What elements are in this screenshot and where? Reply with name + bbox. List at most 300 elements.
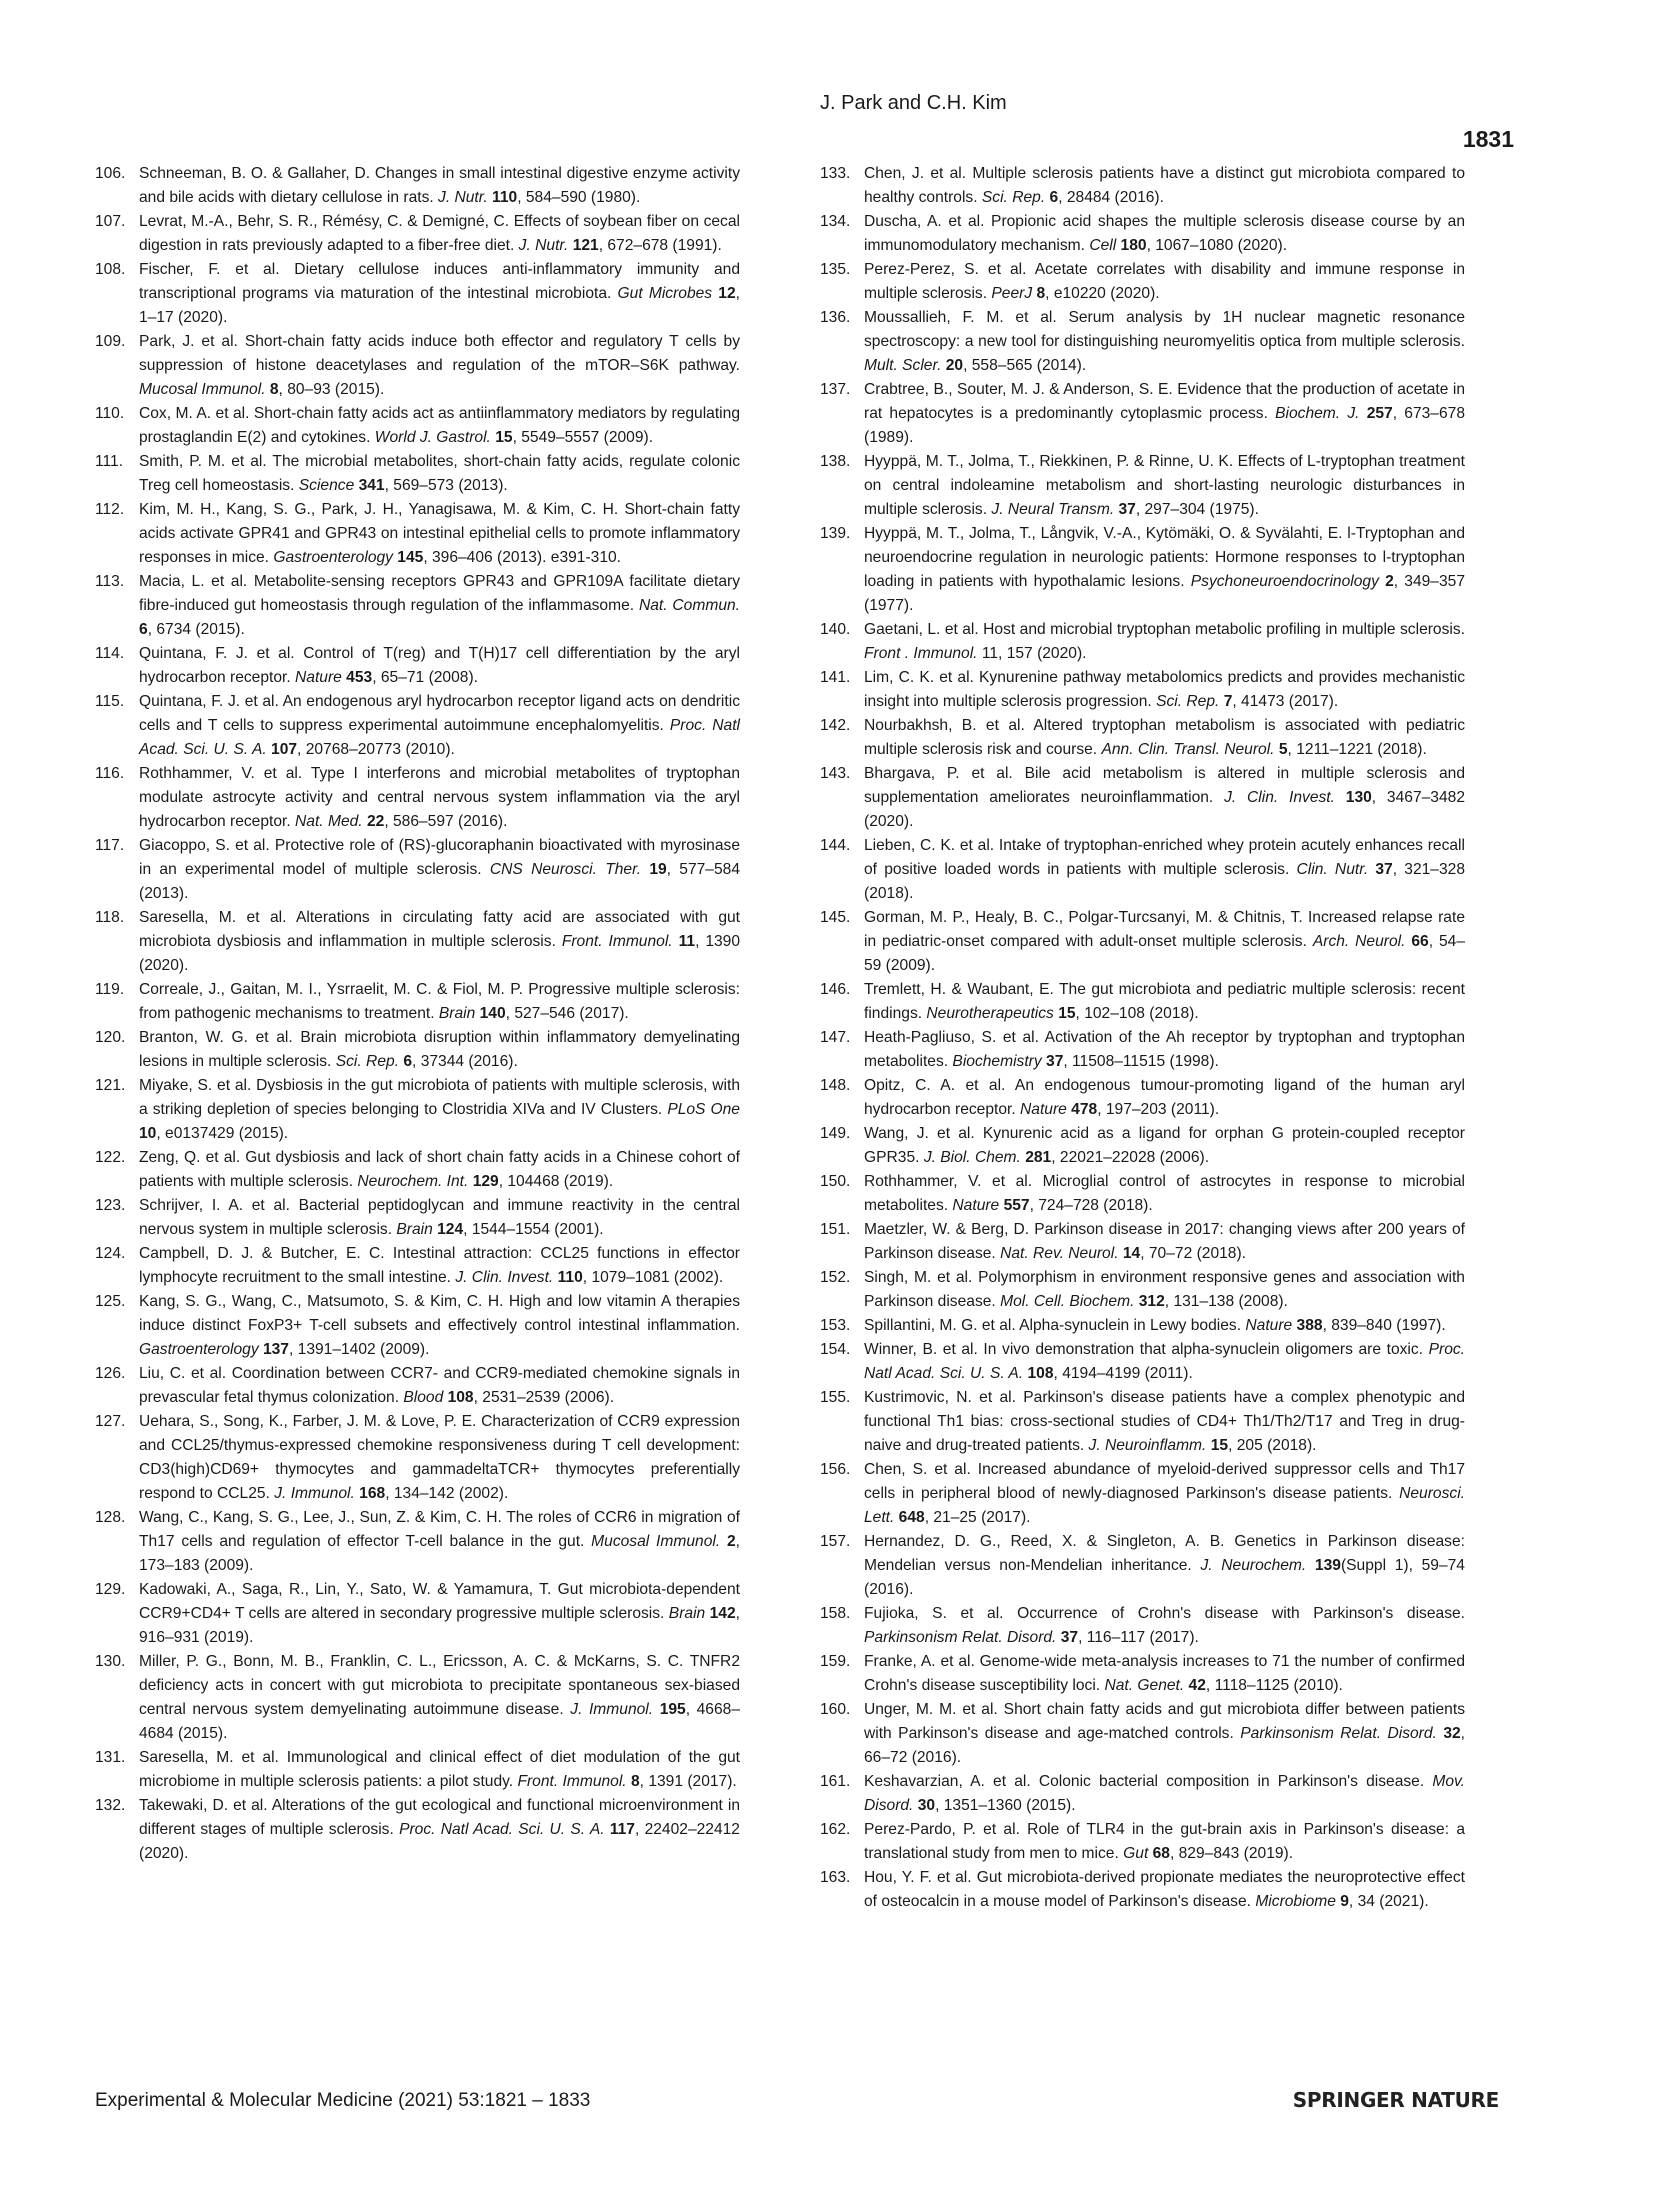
reference-body: Takewaki, D. et al. Alterations of the gut ecological and functional microenvironment in different stages of multiple sclerosis. xyxy=(139,1797,740,1838)
reference-journal: Mol. Cell. Biochem. xyxy=(1000,1293,1135,1310)
reference-number: 108. xyxy=(95,261,126,278)
reference-volume: 121 xyxy=(568,237,599,254)
reference-item xyxy=(820,522,1465,618)
reference-number: 158. xyxy=(820,1605,851,1622)
reference-volume: 8 xyxy=(626,1773,640,1790)
reference-text xyxy=(864,1266,1465,1314)
reference-text xyxy=(864,1770,1465,1818)
reference-pages-year: , 1079–1081 (2002). xyxy=(582,1269,724,1286)
reference-volume: 12 xyxy=(712,285,736,302)
reference-body: Fujioka, S. et al. Occurrence of Crohn's disease with Parkinson's disease. xyxy=(864,1605,1465,1622)
reference-journal: Gut xyxy=(1123,1845,1149,1862)
reference-item xyxy=(820,258,1465,306)
reference-body: Cox, M. A. et al. Short-chain fatty acids act as antiinflammatory mediators by regulating prostaglandin E(2) and cytokines. xyxy=(139,405,740,446)
reference-number: 150. xyxy=(820,1173,851,1190)
reference-volume: 281 xyxy=(1020,1149,1052,1166)
reference-body: Schneeman, B. O. & Gallaher, D. Changes in small intestinal digestive enzyme activity and bile acids with dietary cellulose in rats. xyxy=(139,165,740,206)
reference-volume: 145 xyxy=(392,549,424,566)
reference-volume: 142 xyxy=(705,1605,736,1622)
reference-body: Gaetani, L. et al. Host and microbial tryptophan metabolic profiling in multiple sclerosis. xyxy=(864,621,1465,638)
reference-pages-year: , 558–565 (2014). xyxy=(963,357,1087,374)
reference-body: Liu, C. et al. Coordination between CCR7- and CCR9-mediated chemokine signals in prevascular fetal thymus colonization. xyxy=(139,1365,740,1406)
reference-item xyxy=(95,258,740,330)
reference-journal: Mucosal Immunol. xyxy=(591,1533,721,1550)
reference-body: Quintana, F. J. et al. Control of T(reg) and T(H)17 cell differentiation by the aryl hydrocarbon receptor. xyxy=(139,645,740,686)
page-number: 1831 xyxy=(1462,126,1514,152)
reference-number: 159. xyxy=(820,1653,851,1670)
reference-body: Opitz, C. A. et al. An endogenous tumour-promoting ligand of the human aryl hydrocarbon receptor. xyxy=(864,1077,1465,1118)
reference-journal: J. Neurochem. xyxy=(1200,1557,1307,1574)
reference-pages-year: , 70–72 (2018). xyxy=(1140,1245,1246,1262)
reference-body: Perez-Pardo, P. et al. Role of TLR4 in the gut-brain axis in Parkinson's disease: a translational study from men to mice. xyxy=(864,1821,1465,1862)
reference-item xyxy=(95,978,740,1026)
reference-item xyxy=(820,450,1465,522)
reference-text xyxy=(864,450,1465,522)
reference-volume: 341 xyxy=(354,477,385,494)
reference-text xyxy=(864,1866,1465,1914)
reference-journal: Sci. Rep. xyxy=(1156,693,1220,710)
reference-pages-year: , 205 (2018). xyxy=(1228,1437,1317,1454)
reference-body: Heath-Pagliuso, S. et al. Activation of the Ah receptor by tryptophan and tryptophan metabolites. xyxy=(864,1029,1465,1070)
reference-item xyxy=(95,162,740,210)
reference-pages-year: , 586–597 (2016). xyxy=(384,813,508,830)
reference-journal: Front. Immunol. xyxy=(561,933,673,950)
reference-volume: 37 xyxy=(1114,501,1136,518)
reference-pages-year: , 349–357 (1977). xyxy=(864,573,1465,614)
reference-pages-year: , 1118–1125 (2010). xyxy=(1205,1677,1343,1694)
reference-pages-year: , 102–108 (2018). xyxy=(1075,1005,1199,1022)
reference-pages-year: , 1067–1080 (2020). xyxy=(1146,237,1288,254)
reference-journal: Psychoneuroendocrinology xyxy=(1190,573,1379,590)
reference-pages-year: , 4194–4199 (2011). xyxy=(1053,1365,1193,1382)
reference-journal: Neurochem. Int. xyxy=(357,1173,469,1190)
reference-journal: Mov. Disord. xyxy=(864,1773,1465,1814)
reference-item xyxy=(820,978,1465,1026)
reference-body: Nourbakhsh, B. et al. Altered tryptophan metabolism is associated with pediatric multiple sclerosis risk and course. xyxy=(864,717,1465,758)
reference-text xyxy=(139,1578,740,1650)
reference-pages-year: , 66–72 (2016). xyxy=(864,1725,1466,1766)
reference-volume: 32 xyxy=(1436,1725,1461,1742)
reference-pages-year: , 197–203 (2011). xyxy=(1097,1101,1220,1118)
reference-body: Uehara, S., Song, K., Farber, J. M. & Love, P. E. Characterization of CCR9 expression and CCL25/thymus-expressed chemokine responsiveness during T cell development: CD3(high)CD69+ thymocytes and gammadeltaTCR+ thymocytes preferentially respond to CCL25. xyxy=(139,1413,740,1502)
reference-text xyxy=(139,1194,740,1242)
reference-list-left xyxy=(95,162,740,1866)
reference-item xyxy=(95,1026,740,1074)
reference-volume: 37 xyxy=(1368,861,1393,878)
reference-journal: Brain xyxy=(668,1605,706,1622)
running-head-authors: J. Park and C.H. Kim xyxy=(820,92,1007,114)
reference-item xyxy=(95,1242,740,1290)
reference-volume: 8 xyxy=(1032,285,1046,302)
reference-text xyxy=(139,450,740,498)
reference-text xyxy=(139,906,740,978)
reference-journal: Nature xyxy=(1245,1317,1293,1334)
reference-pages-year: , 672–678 (1991). xyxy=(598,237,722,254)
reference-journal: CNS Neurosci. Ther. xyxy=(489,861,642,878)
reference-pages-year: , 1351–1360 (2015). xyxy=(935,1797,1076,1814)
reference-text xyxy=(139,642,740,690)
reference-number: 111. xyxy=(95,453,124,470)
reference-body: Rothhammer, V. et al. Type I interferons and microbial metabolites of tryptophan modulate astrocyte activity and central nervous system inflammation via the aryl hydrocarbon receptor. xyxy=(139,765,740,830)
reference-text xyxy=(864,714,1465,762)
reference-item xyxy=(820,1122,1465,1170)
reference-journal: PLoS One xyxy=(667,1101,740,1118)
reference-item xyxy=(820,1170,1465,1218)
reference-pages-year: , 577–584 (2013). xyxy=(139,861,740,902)
reference-journal: Front. Immunol. xyxy=(517,1773,627,1790)
reference-body: Moussallieh, F. M. et al. Serum analysis by 1H nuclear magnetic resonance spectroscopy: a new tool for distinguishing neuromyelitis optica from multiple sclerosis. xyxy=(864,309,1465,350)
reference-pages-year: , 297–304 (1975). xyxy=(1135,501,1259,518)
reference-pages-year: , 1544–1554 (2001). xyxy=(463,1221,604,1238)
reference-journal: Sci. Rep. xyxy=(981,189,1046,206)
reference-pages-year: , 396–406 (2013). e391-310. xyxy=(423,549,622,566)
reference-volume: 11 xyxy=(672,933,696,950)
reference-journal: Nat. Rev. Neurol. xyxy=(1000,1245,1119,1262)
reference-journal: J. Clin. Invest. xyxy=(455,1269,554,1286)
reference-journal: Nature xyxy=(952,1197,1000,1214)
reference-journal: J. Neural Transm. xyxy=(991,501,1115,518)
reference-number: 125. xyxy=(95,1293,126,1310)
reference-pages-year: , 116–117 (2017). xyxy=(1078,1629,1199,1646)
reference-number: 157. xyxy=(820,1533,851,1550)
reference-pages-year: , e10220 (2020). xyxy=(1045,285,1160,302)
reference-text xyxy=(139,1146,740,1194)
reference-number: 133. xyxy=(820,165,851,182)
reference-item xyxy=(820,162,1465,210)
reference-volume: 66 xyxy=(1405,933,1429,950)
reference-text xyxy=(864,306,1465,378)
reference-body: Hyyppä, M. T., Jolma, T., Långvik, V.-A., Kytömäki, O. & Syvälahti, E. l-Tryptophan and neuroendocrine regulation in neurologic patients: Hormone responses to l-tryptophan loading in patients with hypothalamic lesions. xyxy=(864,525,1465,590)
reference-text xyxy=(864,1314,1465,1338)
reference-number: 131. xyxy=(95,1749,126,1766)
reference-pages-year: , 584–590 (1980). xyxy=(517,189,641,206)
reference-number: 138. xyxy=(820,453,851,470)
reference-text xyxy=(864,1122,1465,1170)
reference-body: Giacoppo, S. et al. Protective role of (RS)-glucoraphanin bioactivated with myrosinase in an experimental model of multiple sclerosis. xyxy=(139,837,740,878)
reference-body: Rothhammer, V. et al. Microglial control of astrocytes in response to microbial metabolites. xyxy=(864,1173,1465,1214)
reference-item xyxy=(820,1530,1465,1602)
reference-journal: Cell xyxy=(1089,237,1117,254)
reference-item xyxy=(95,1146,740,1194)
reference-text xyxy=(864,1818,1465,1866)
reference-number: 107. xyxy=(95,213,126,230)
reference-item xyxy=(820,1458,1465,1530)
reference-body: Spillantini, M. G. et al. Alpha-synuclein in Lewy bodies. xyxy=(864,1317,1246,1334)
reference-volume: 37 xyxy=(1041,1053,1064,1070)
reference-number: 149. xyxy=(820,1125,851,1142)
reference-number: 141. xyxy=(820,669,851,686)
reference-pages-year: , 527–546 (2017). xyxy=(505,1005,629,1022)
reference-item xyxy=(95,1506,740,1578)
reference-number: 148. xyxy=(820,1077,851,1094)
reference-number: 116. xyxy=(95,765,125,782)
reference-item xyxy=(95,1290,740,1362)
reference-pages-year: , 54–59 (2009). xyxy=(864,933,1465,974)
reference-text xyxy=(139,1290,740,1362)
reference-text xyxy=(864,258,1465,306)
reference-journal: Nat. Med. xyxy=(295,813,363,830)
reference-journal: Blood xyxy=(403,1389,444,1406)
reference-number: 128. xyxy=(95,1509,126,1526)
reference-journal: Microbiome xyxy=(1255,1893,1336,1910)
reference-journal: Biochem. J. xyxy=(1275,405,1360,422)
reference-item xyxy=(95,1362,740,1410)
reference-item xyxy=(95,1578,740,1650)
reference-journal: Sci. Rep. xyxy=(335,1053,400,1070)
reference-pages-year: , 34 (2021). xyxy=(1348,1893,1429,1910)
reference-volume: 9 xyxy=(1335,1893,1349,1910)
reference-item xyxy=(95,402,740,450)
reference-body: Lieben, C. K. et al. Intake of tryptophan-enriched whey protein acutely enhances recall of positive loaded words in patients with multiple sclerosis. xyxy=(864,837,1465,878)
reference-volume: 30 xyxy=(913,1797,936,1814)
reference-pages-year: , 104468 (2019). xyxy=(498,1173,614,1190)
reference-number: 155. xyxy=(820,1389,851,1406)
reference-volume: 195 xyxy=(653,1701,686,1718)
reference-volume: 108 xyxy=(1023,1365,1054,1382)
reference-item xyxy=(95,1194,740,1242)
reference-item xyxy=(95,834,740,906)
reference-number: 136. xyxy=(820,309,851,326)
reference-item xyxy=(95,570,740,642)
reference-volume: 139 xyxy=(1306,1557,1341,1574)
reference-number: 117. xyxy=(95,837,125,854)
reference-pages-year: , e0137429 (2015). xyxy=(156,1125,289,1142)
reference-pages-year: , 80–93 (2015). xyxy=(278,381,385,398)
reference-number: 118. xyxy=(95,909,125,926)
reference-pages-year: , 569–573 (2013). xyxy=(384,477,508,494)
reference-text xyxy=(864,1698,1465,1770)
reference-item xyxy=(820,906,1465,978)
reference-body: Perez-Perez, S. et al. Acetate correlates with disability and immune response in multiple sclerosis. xyxy=(864,261,1465,302)
reference-volume: 10 xyxy=(139,1125,157,1142)
footer-journal-citation: Experimental & Molecular Medicine (2021) 53:1821 – 1833 xyxy=(95,2090,591,2111)
reference-number: 126. xyxy=(95,1365,126,1382)
reference-journal: J. Nutr. xyxy=(438,189,488,206)
reference-text xyxy=(139,762,740,834)
reference-pages-year: , 11508–11515 (1998). xyxy=(1063,1053,1219,1070)
reference-body: Wang, C., Kang, S. G., Lee, J., Sun, Z. & Kim, C. H. The roles of CCR6 in migration of Th17 cells and regulation of effector T-cell balance in the gut. xyxy=(139,1509,740,1550)
reference-volume: 478 xyxy=(1066,1101,1098,1118)
reference-item xyxy=(95,1074,740,1146)
reference-volume: 68 xyxy=(1148,1845,1170,1862)
reference-body: Singh, M. et al. Polymorphism in environment responsive genes and association with Parkinson disease. xyxy=(864,1269,1465,1310)
reference-volume: 15 xyxy=(1206,1437,1229,1454)
reference-journal: J. Clin. Invest. xyxy=(1224,789,1335,806)
reference-number: 114. xyxy=(95,645,125,662)
reference-text xyxy=(864,522,1465,618)
reference-item xyxy=(820,762,1465,834)
reference-journal: Biochemistry xyxy=(952,1053,1042,1070)
reference-journal: Neurosci. Lett. xyxy=(864,1485,1465,1526)
reference-item xyxy=(95,642,740,690)
reference-pages-year: , 21–25 (2017). xyxy=(924,1509,1031,1526)
reference-item xyxy=(95,1650,740,1746)
reference-text xyxy=(864,1458,1465,1530)
reference-body: Fischer, F. et al. Dietary cellulose induces anti-inflammatory immunity and transcriptional programs via maturation of the intestinal microbiota. xyxy=(139,261,740,302)
reference-number: 143. xyxy=(820,765,851,782)
reference-text xyxy=(139,1074,740,1146)
reference-volume: 129 xyxy=(468,1173,499,1190)
reference-number: 142. xyxy=(820,717,851,734)
reference-journal: J. Biol. Chem. xyxy=(923,1149,1021,1166)
reference-number: 160. xyxy=(820,1701,851,1718)
reference-journal: Proc. Natl Acad. Sci. U. S. A. xyxy=(139,717,740,758)
reference-text xyxy=(139,1026,740,1074)
reference-volume: 180 xyxy=(1116,237,1147,254)
reference-item xyxy=(820,1386,1465,1458)
reference-item xyxy=(820,1074,1465,1122)
reference-item xyxy=(820,1770,1465,1818)
reference-pages-year: (Suppl 1), 59–74 (2016). xyxy=(864,1557,1465,1598)
reference-item xyxy=(95,690,740,762)
reference-text xyxy=(139,402,740,450)
reference-volume: 14 xyxy=(1118,1245,1141,1262)
reference-volume: 42 xyxy=(1184,1677,1206,1694)
reference-number: 123. xyxy=(95,1197,126,1214)
reference-text xyxy=(139,1650,740,1746)
reference-volume: 557 xyxy=(999,1197,1030,1214)
reference-pages-year: , 20768–20773 (2010). xyxy=(297,741,455,758)
reference-item xyxy=(820,210,1465,258)
reference-journal: Proc. Natl Acad. Sci. U. S. A. xyxy=(399,1821,605,1838)
reference-pages-year: 11, 157 (2020). xyxy=(977,645,1087,662)
springer-nature-logo: SPRINGER NATURE xyxy=(1292,2088,1499,2112)
reference-number: 119. xyxy=(95,981,125,998)
reference-body: Saresella, M. et al. Alterations in circulating fatty acid are associated with gut microbiota dysbiosis and inflammation in multiple sclerosis. xyxy=(139,909,740,950)
reference-text xyxy=(864,978,1465,1026)
reference-body: Hyyppä, M. T., Jolma, T., Riekkinen, P. & Rinne, U. K. Effects of L-tryptophan treatment on central indoleamine metabolism and short-lasting neurologic disturbances in multiple sclerosis. xyxy=(864,453,1465,518)
reference-journal: Brain xyxy=(438,1005,476,1022)
reference-body: Chen, S. et al. Increased abundance of myeloid-derived suppressor cells and Th17 cells in peripheral blood of newly-diagnosed Parkinson's disease patients. xyxy=(864,1461,1465,1502)
reference-pages-year: , 131–138 (2008). xyxy=(1164,1293,1288,1310)
reference-number: 106. xyxy=(95,165,126,182)
reference-body: Branton, W. G. et al. Brain microbiota disruption within inflammatory demyelinating lesions in multiple sclerosis. xyxy=(139,1029,740,1070)
reference-number: 127. xyxy=(95,1413,126,1430)
reference-volume: 110 xyxy=(553,1269,583,1286)
reference-text xyxy=(864,1386,1465,1458)
reference-body: Chen, J. et al. Multiple sclerosis patients have a distinct gut microbiota compared to healthy controls. xyxy=(864,165,1465,206)
reference-body: Gorman, M. P., Healy, B. C., Polgar-Turcsanyi, M. & Chitnis, T. Increased relapse rate in pediatric-onset compared with adult-onset multiple sclerosis. xyxy=(864,909,1465,950)
reference-text xyxy=(864,1530,1465,1602)
reference-journal: Nature xyxy=(295,669,342,686)
reference-journal: Arch. Neurol. xyxy=(1312,933,1406,950)
reference-journal: Parkinsonism Relat. Disord. xyxy=(1240,1725,1437,1742)
reference-number: 112. xyxy=(95,501,125,518)
reference-item xyxy=(95,330,740,402)
reference-text xyxy=(139,1242,740,1290)
reference-item xyxy=(95,210,740,258)
reference-text xyxy=(139,258,740,330)
reference-item xyxy=(820,1218,1465,1266)
reference-volume: 2 xyxy=(720,1533,736,1550)
reference-volume: 7 xyxy=(1219,693,1233,710)
reference-journal: J. Neuroinflamm. xyxy=(1088,1437,1207,1454)
reference-text xyxy=(864,666,1465,714)
reference-pages-year: , 839–840 (1997). xyxy=(1322,1317,1446,1334)
reference-journal: Nat. Genet. xyxy=(1104,1677,1185,1694)
reference-volume: 130 xyxy=(1334,789,1372,806)
reference-number: 147. xyxy=(820,1029,851,1046)
reference-number: 132. xyxy=(95,1797,126,1814)
reference-body: Maetzler, W. & Berg, D. Parkinson disease in 2017: changing views after 200 years of Parkinson disease. xyxy=(864,1221,1465,1262)
reference-item xyxy=(95,1794,740,1866)
reference-text xyxy=(139,1410,740,1506)
reference-body: Correale, J., Gaitan, M. I., Ysrraelit, M. C. & Fiol, M. P. Progressive multiple sclerosis: from pathogenic mechanisms to treatment. xyxy=(139,981,740,1022)
reference-text xyxy=(864,1218,1465,1266)
reference-journal: Nature xyxy=(1020,1101,1067,1118)
reference-number: 135. xyxy=(820,261,851,278)
reference-body: Winner, B. et al. In vivo demonstration that alpha-synuclein oligomers are toxic. xyxy=(864,1341,1429,1358)
reference-text xyxy=(864,762,1465,834)
reference-body: Smith, P. M. et al. The microbial metabolites, short-chain fatty acids, regulate colonic Treg cell homeostasis. xyxy=(139,453,740,494)
reference-volume: 20 xyxy=(941,357,964,374)
reference-volume: 37 xyxy=(1056,1629,1079,1646)
reference-body: Campbell, D. J. & Butcher, E. C. Intestinal attraction: CCL25 functions in effector lymphocyte recruitment to the small intestine. xyxy=(139,1245,740,1286)
reference-text xyxy=(139,978,740,1026)
reference-number: 130. xyxy=(95,1653,126,1670)
reference-text xyxy=(864,378,1465,450)
reference-journal: Clin. Nutr. xyxy=(1296,861,1369,878)
reference-journal: Gastroenterology xyxy=(273,549,393,566)
reference-body: Duscha, A. et al. Propionic acid shapes the multiple sclerosis disease course by an immunomodulatory mechanism. xyxy=(864,213,1465,254)
reference-item xyxy=(820,618,1465,666)
reference-text xyxy=(139,690,740,762)
reference-number: 139. xyxy=(820,525,851,542)
reference-text xyxy=(864,906,1465,978)
reference-item xyxy=(820,714,1465,762)
reference-item xyxy=(820,306,1465,378)
reference-volume: 110 xyxy=(487,189,518,206)
reference-journal: Gut Microbes xyxy=(617,285,713,302)
reference-number: 145. xyxy=(820,909,851,926)
reference-number: 121. xyxy=(95,1077,126,1094)
reference-journal: Gastroenterology xyxy=(139,1341,259,1358)
reference-volume: 137 xyxy=(258,1341,289,1358)
reference-body: Tremlett, H. & Waubant, E. The gut microbiota and pediatric multiple sclerosis: recent findings. xyxy=(864,981,1465,1022)
reference-volume: 5 xyxy=(1274,741,1288,758)
reference-item xyxy=(820,1818,1465,1866)
reference-volume: 6 xyxy=(399,1053,413,1070)
reference-number: 120. xyxy=(95,1029,126,1046)
reference-journal: J. Immunol. xyxy=(274,1485,355,1502)
reference-text xyxy=(139,1362,740,1410)
reference-body: Keshavarzian, A. et al. Colonic bacterial composition in Parkinson's disease. xyxy=(864,1773,1433,1790)
reference-journal: Mult. Scler. xyxy=(864,357,942,374)
reference-volume: 6 xyxy=(1045,189,1059,206)
reference-journal: Mucosal Immunol. xyxy=(139,381,266,398)
reference-body: Hou, Y. F. et al. Gut microbiota-derived propionate mediates the neuroprotective effect of osteocalcin in a mouse model of Parkinson's disease. xyxy=(864,1869,1465,1910)
reference-text xyxy=(864,162,1465,210)
reference-pages-year: , 6734 (2015). xyxy=(147,621,245,638)
reference-journal: Brain xyxy=(396,1221,433,1238)
reference-volume: 140 xyxy=(475,1005,506,1022)
reference-pages-year: , 829–843 (2019). xyxy=(1169,1845,1294,1862)
reference-number: 161. xyxy=(820,1773,851,1790)
reference-pages-year: , 916–931 (2019). xyxy=(139,1605,740,1646)
reference-item xyxy=(820,1650,1465,1698)
reference-journal: World J. Gastrol. xyxy=(374,429,491,446)
reference-volume: 257 xyxy=(1359,405,1393,422)
reference-journal: J. Nutr. xyxy=(518,237,569,254)
reference-text xyxy=(139,1506,740,1578)
reference-pages-year: , 173–183 (2009). xyxy=(139,1533,740,1574)
reference-body: Kustrimovic, N. et al. Parkinson's disease patients have a complex phenotypic and functional Th1 bias: cross-sectional studies of CD4+ Th1/Th2/T17 and Treg in drug-naive and drug-treated patients. xyxy=(864,1389,1465,1454)
reference-journal: Nat. Commun. xyxy=(638,597,740,614)
reference-text xyxy=(139,498,740,570)
reference-pages-year: , 37344 (2016). xyxy=(412,1053,518,1070)
reference-volume: 168 xyxy=(354,1485,386,1502)
reference-body: Crabtree, B., Souter, M. J. & Anderson, S. E. Evidence that the production of acetate in rat hepatocytes is a predominantly cytoplasmic process. xyxy=(864,381,1465,422)
